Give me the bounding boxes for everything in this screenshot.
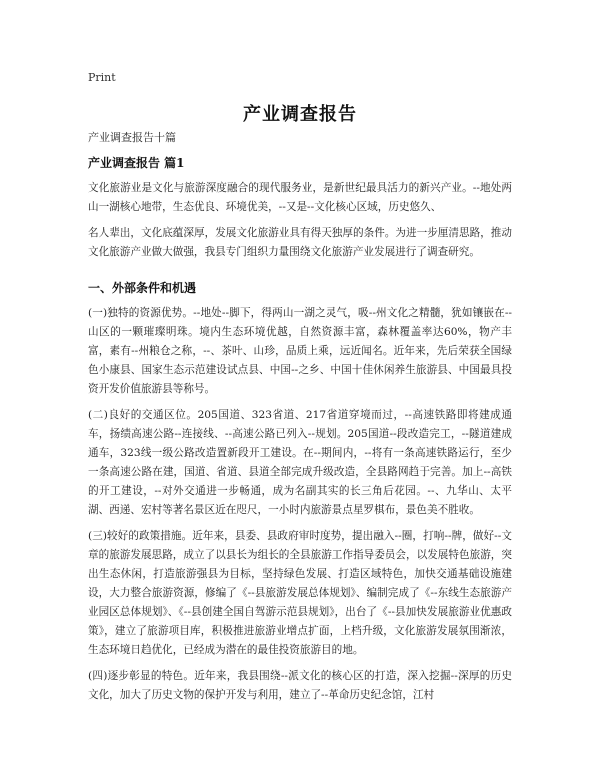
document-body: [88, 130, 512, 712]
intro-paragraph-1: 文化旅游业是文化与旅游深度融合的现代服务业，是新世纪最具活力的新兴产业。--地处两山一湖核心地带，生态优良、环境优美，--又是--文化核心区域，历史悠久、: [88, 182, 512, 213]
document-subtitle: 产业调查报告十篇: [88, 131, 176, 144]
body-paragraph-policy: (三)较好的政策措施。近年来，县委、县政府审时度势，提出融入--圈，打响--牌，做好--文章的旅游发展思路，成立了以县长为组长的全县旅游工作指导委员会，以发展特色旅游，突出生态休闲，打造旅游强县为目标，坚持绿色发展、打造区域特色，加快交通基础设施建设，大力整合旅游资源，修编了《--县旅游发展总体规划》、编制完成了《--东线生态旅游产业园区总体规划》、《--县创建全国自驾游示范县规划》，出台了《--县加快发展旅游业优惠政策》，建立了旅游项目库，积极推进旅游业增点扩面，上档升级，文化旅游发展氛围渐浓，生态环境日趋优化，已经成为潜在的最佳投资旅游目的地。: [88, 530, 512, 656]
body-paragraph-features: (四)逐步彰显的特色。近年来，我县围绕--派文化的核心区的打造，深入挖掘--深厚的历史文化，加大了历史文物的保护开发与利用，建立了--革命历史纪念馆，江村: [88, 670, 512, 701]
body-paragraph-transport: (二)良好的交通区位。205国道、323省道、217省道穿境而过，--高速铁路即将建成通车，扬绩高速公路--连接线、--高速公路已列入--规划。205国道--段改造完工，--隧道建成通车，323线一级公路改造置新段开工建设。在--期间内，--将有一条高速铁路运行，至少一条高速公路在建，国道、省道、县道全部完成升级改造，全县路网趋于完善。加上--高铁的开工建设，--对外交通进一步畅通，成为名副其实的长三角后花园。--、九华山、太平湖、西递、宏村等著名景区近在咫尺，一小时内旅游景点星罗棋布，景色美不胜收。: [88, 409, 512, 516]
article-heading: 产业调查报告 篇1: [88, 156, 185, 170]
print-label: Print: [88, 71, 116, 84]
section-heading: 一、外部条件和机遇: [88, 281, 197, 295]
intro-paragraph-2: 名人辈出，文化底蕴深厚，发展文化旅游业具有得天独厚的条件。为进一步厘清思路，推动文化旅游产业做大做强，我县专门组织力量围绕文化旅游产业发展进行了调查研究。: [88, 227, 512, 258]
body-paragraph-resources: (一)独特的资源优势。--地处--脚下，得两山一湖之灵气，吸--州文化之精髓，犹如镶嵌在--山区的一颗璀璨明珠。境内生态环境优越，自然资源丰富，森林覆盖率达60%，物产丰富，素有--州粮仓之称，--、茶叶、山珍，品质上乘，远近闻名。近年来，先后荣获全国绿色小康县、国家生态示范建设试点县、中国--之乡、中国十佳休闲养生旅游县、中国最具投资开发价值旅游县等称号。: [88, 307, 512, 395]
document-title: 产业调查报告: [243, 104, 357, 125]
